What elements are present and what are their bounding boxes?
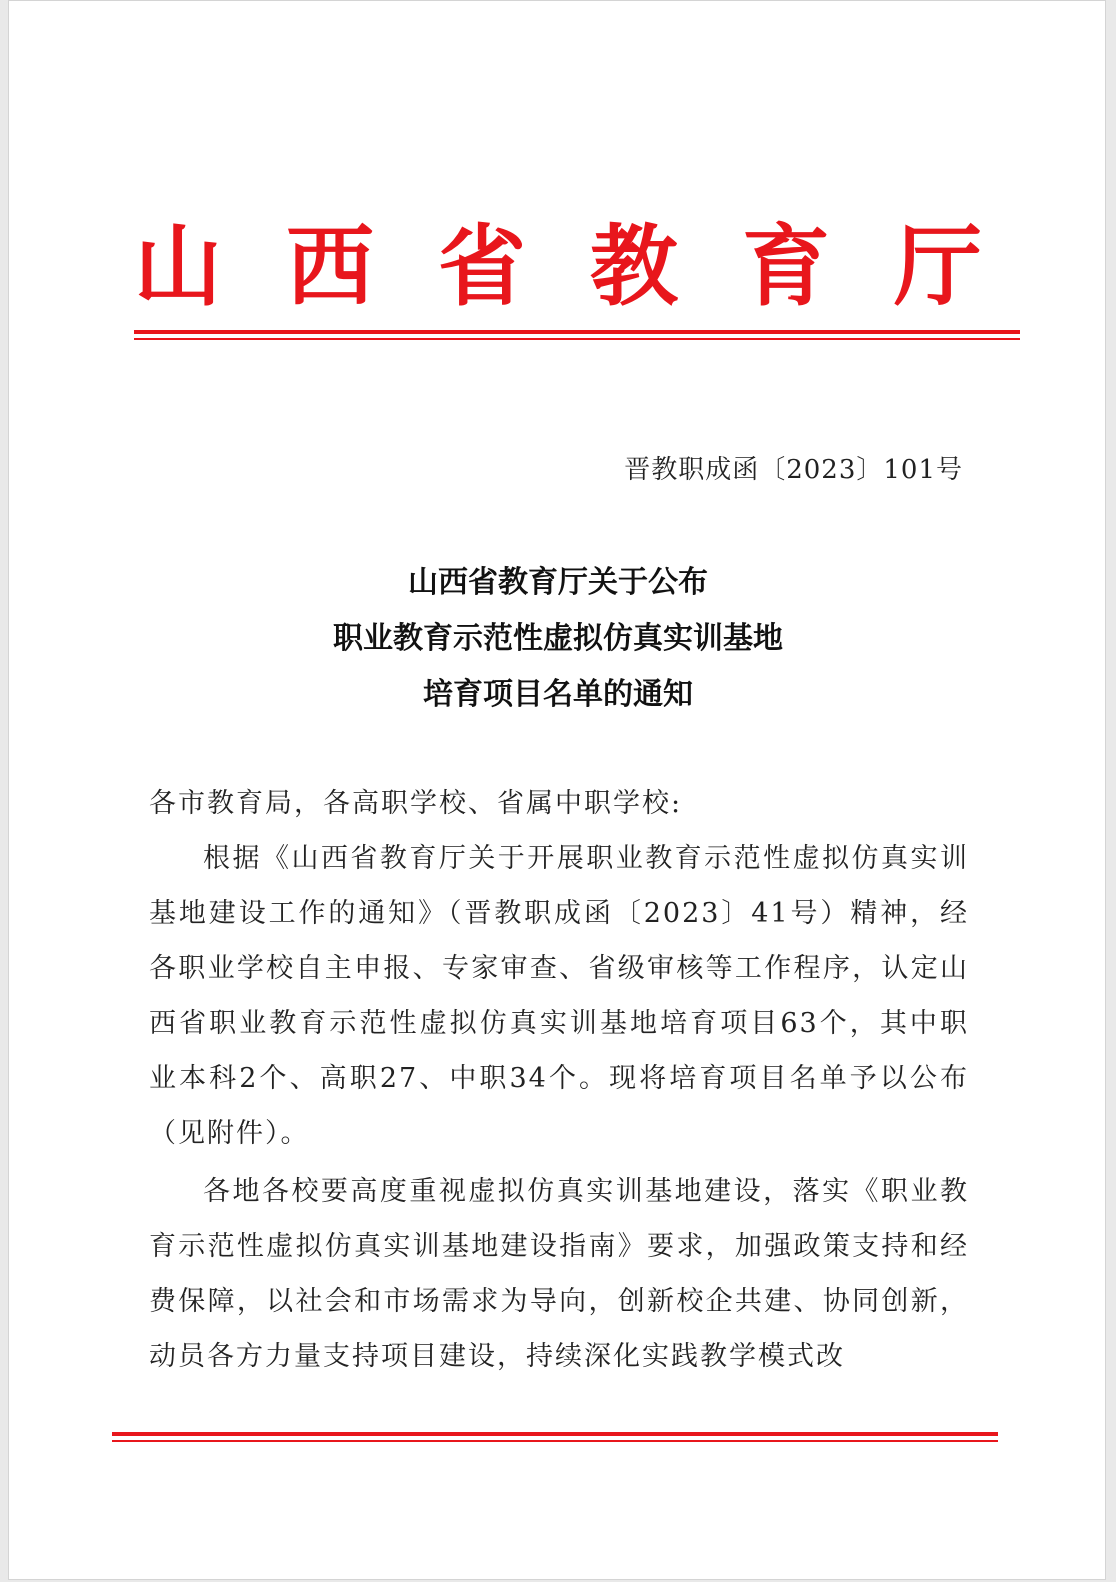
title-line-2: 职业教育示范性虚拟仿真实训基地 [333, 621, 783, 656]
body-paragraph-1: 根据《山西省教育厅关于开展职业教育示范性虚拟仿真实训基地建设工作的通知》（晋教职成函〔2023〕41号）精神，经各职业学校自主申报、专家审查、省级审核等工作程序，认定山西省职业教育示范性虚拟仿真实训基地培育项目63个，其中职业本科2个、高职27、中职34个。现将培育项目名单予以公布（见附件）。 [149, 843, 969, 1149]
title-line-1: 山西省教育厅关于公布 [408, 565, 708, 600]
document-page [8, 0, 1106, 1580]
footer-red-rule-thick [112, 1432, 998, 1436]
body-paragraph-2: 各地各校要高度重视虚拟仿真实训基地建设，落实《职业教育示范性虚拟仿真实训基地建设指南》要求，加强政策支持和经费保障，以社会和市场需求为导向，创新校企共建、协同创新，动员各方力量支持项目建设，持续深化实践教学模式改 [149, 1176, 969, 1372]
footer-red-rule-thin [112, 1440, 998, 1442]
title-line-3: 培育项目名单的通知 [423, 677, 693, 712]
issuing-authority-masthead: 山西省教育厅 [133, 214, 1046, 318]
document-number: 晋教职成函〔2023〕101号 [624, 455, 963, 485]
salutation: 各市教育局，各高职学校、省属中职学校: [149, 788, 683, 819]
header-red-rule-thin [134, 338, 1020, 340]
header-red-rule-thick [134, 330, 1020, 334]
